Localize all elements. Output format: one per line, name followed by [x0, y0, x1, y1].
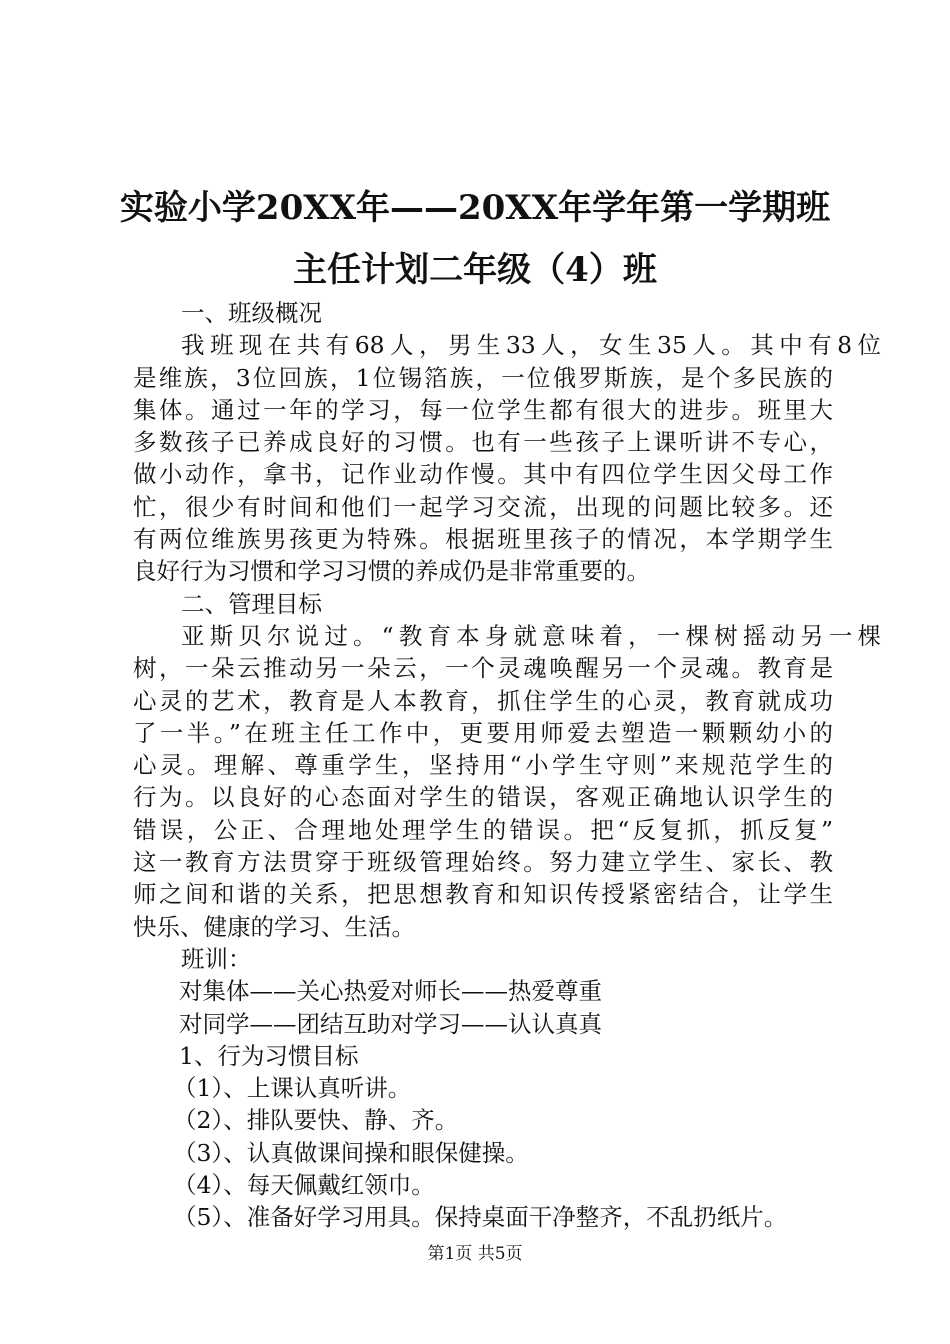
list-item: （3）、认真做课间操和眼保健操。 [173, 1138, 529, 1167]
paragraph-line: 错误，公正、合理地处理学生的错误。把“反复抓，抓反复” [133, 815, 833, 844]
list-item: （1）、上课认真听讲。 [173, 1074, 412, 1103]
paragraph-line: 是维族，3位回族，1位锡箔族，一位俄罗斯族，是个多民族的 [133, 363, 833, 392]
section-heading: 二、管理目标 [181, 589, 322, 618]
list-item: （4）、每天佩戴红领巾。 [173, 1171, 435, 1200]
paragraph-line: 亚斯贝尔说过。“教育本身就意味着，一棵树摇动另一棵 [181, 621, 881, 650]
paragraph-line: 集体。通过一年的学习，每一位学生都有很大的进步。班里大 [133, 395, 833, 424]
paragraph-line: 了一半。”在班主任工作中，更要用师爱去塑造一颗颗幼小的 [133, 718, 833, 747]
paragraph-line: 快乐、健康的学习、生活。 [133, 912, 415, 941]
paragraph-line: 心灵。理解、尊重学生，坚持用“小学生守则”来规范学生的 [133, 751, 833, 780]
paragraph-line: 良好行为习惯和学习习惯的养成仍是非常重要的。 [133, 557, 650, 586]
document-title-line-1: 实验小学20XX年——20XX年学年第一学期班 [119, 188, 831, 228]
paragraph-line: 忙，很少有时间和他们一起学习交流，出现的问题比较多。还 [133, 492, 833, 521]
list-item: （2）、排队要快、静、齐。 [173, 1106, 459, 1135]
subsection-heading: 1、行为习惯目标 [179, 1041, 359, 1070]
list-item: （5）、准备好学习用具。保持桌面干净整齐，不乱扔纸片。 [173, 1203, 788, 1232]
paragraph-line: 做小动作，拿书，记作业动作慢。其中有四位学生因父母工作 [133, 460, 833, 489]
paragraph-line: 我班现在共有68人，男生33人，女生35人。其中有8位 [181, 331, 881, 360]
paragraph-line: 行为。以良好的心态面对学生的错误，客观正确地认识学生的 [133, 783, 833, 812]
paragraph-line: 树，一朵云推动另一朵云，一个灵魂唤醒另一个灵魂。教育是 [133, 654, 833, 683]
document-title-line-2: 主任计划二年级（4）班 [293, 250, 657, 290]
paragraph-line: 师之间和谐的关系，把思想教育和知识传授紧密结合，让学生 [133, 880, 833, 909]
motto-heading: 班训： [181, 944, 252, 973]
paragraph-line: 有两位维族男孩更为特殊。根据班里孩子的情况，本学期学生 [133, 525, 833, 554]
page-number-footer: 第1页 共5页 [427, 1244, 523, 1264]
section-heading: 一、班级概况 [181, 299, 322, 327]
paragraph-line: 多数孩子已养成良好的习惯。也有一些孩子上课听讲不专心， [133, 428, 833, 457]
motto-line: 对同学——团结互助对学习——认认真真 [179, 1009, 602, 1038]
paragraph-line: 心灵的艺术，教育是人本教育，抓住学生的心灵，教育就成功 [133, 686, 833, 715]
paragraph-line: 这一教育方法贯穿于班级管理始终。努力建立学生、家长、教 [133, 848, 833, 877]
document-body [133, 297, 881, 1234]
motto-line: 对集体——关心热爱对师长——热爱尊重 [179, 977, 602, 1006]
